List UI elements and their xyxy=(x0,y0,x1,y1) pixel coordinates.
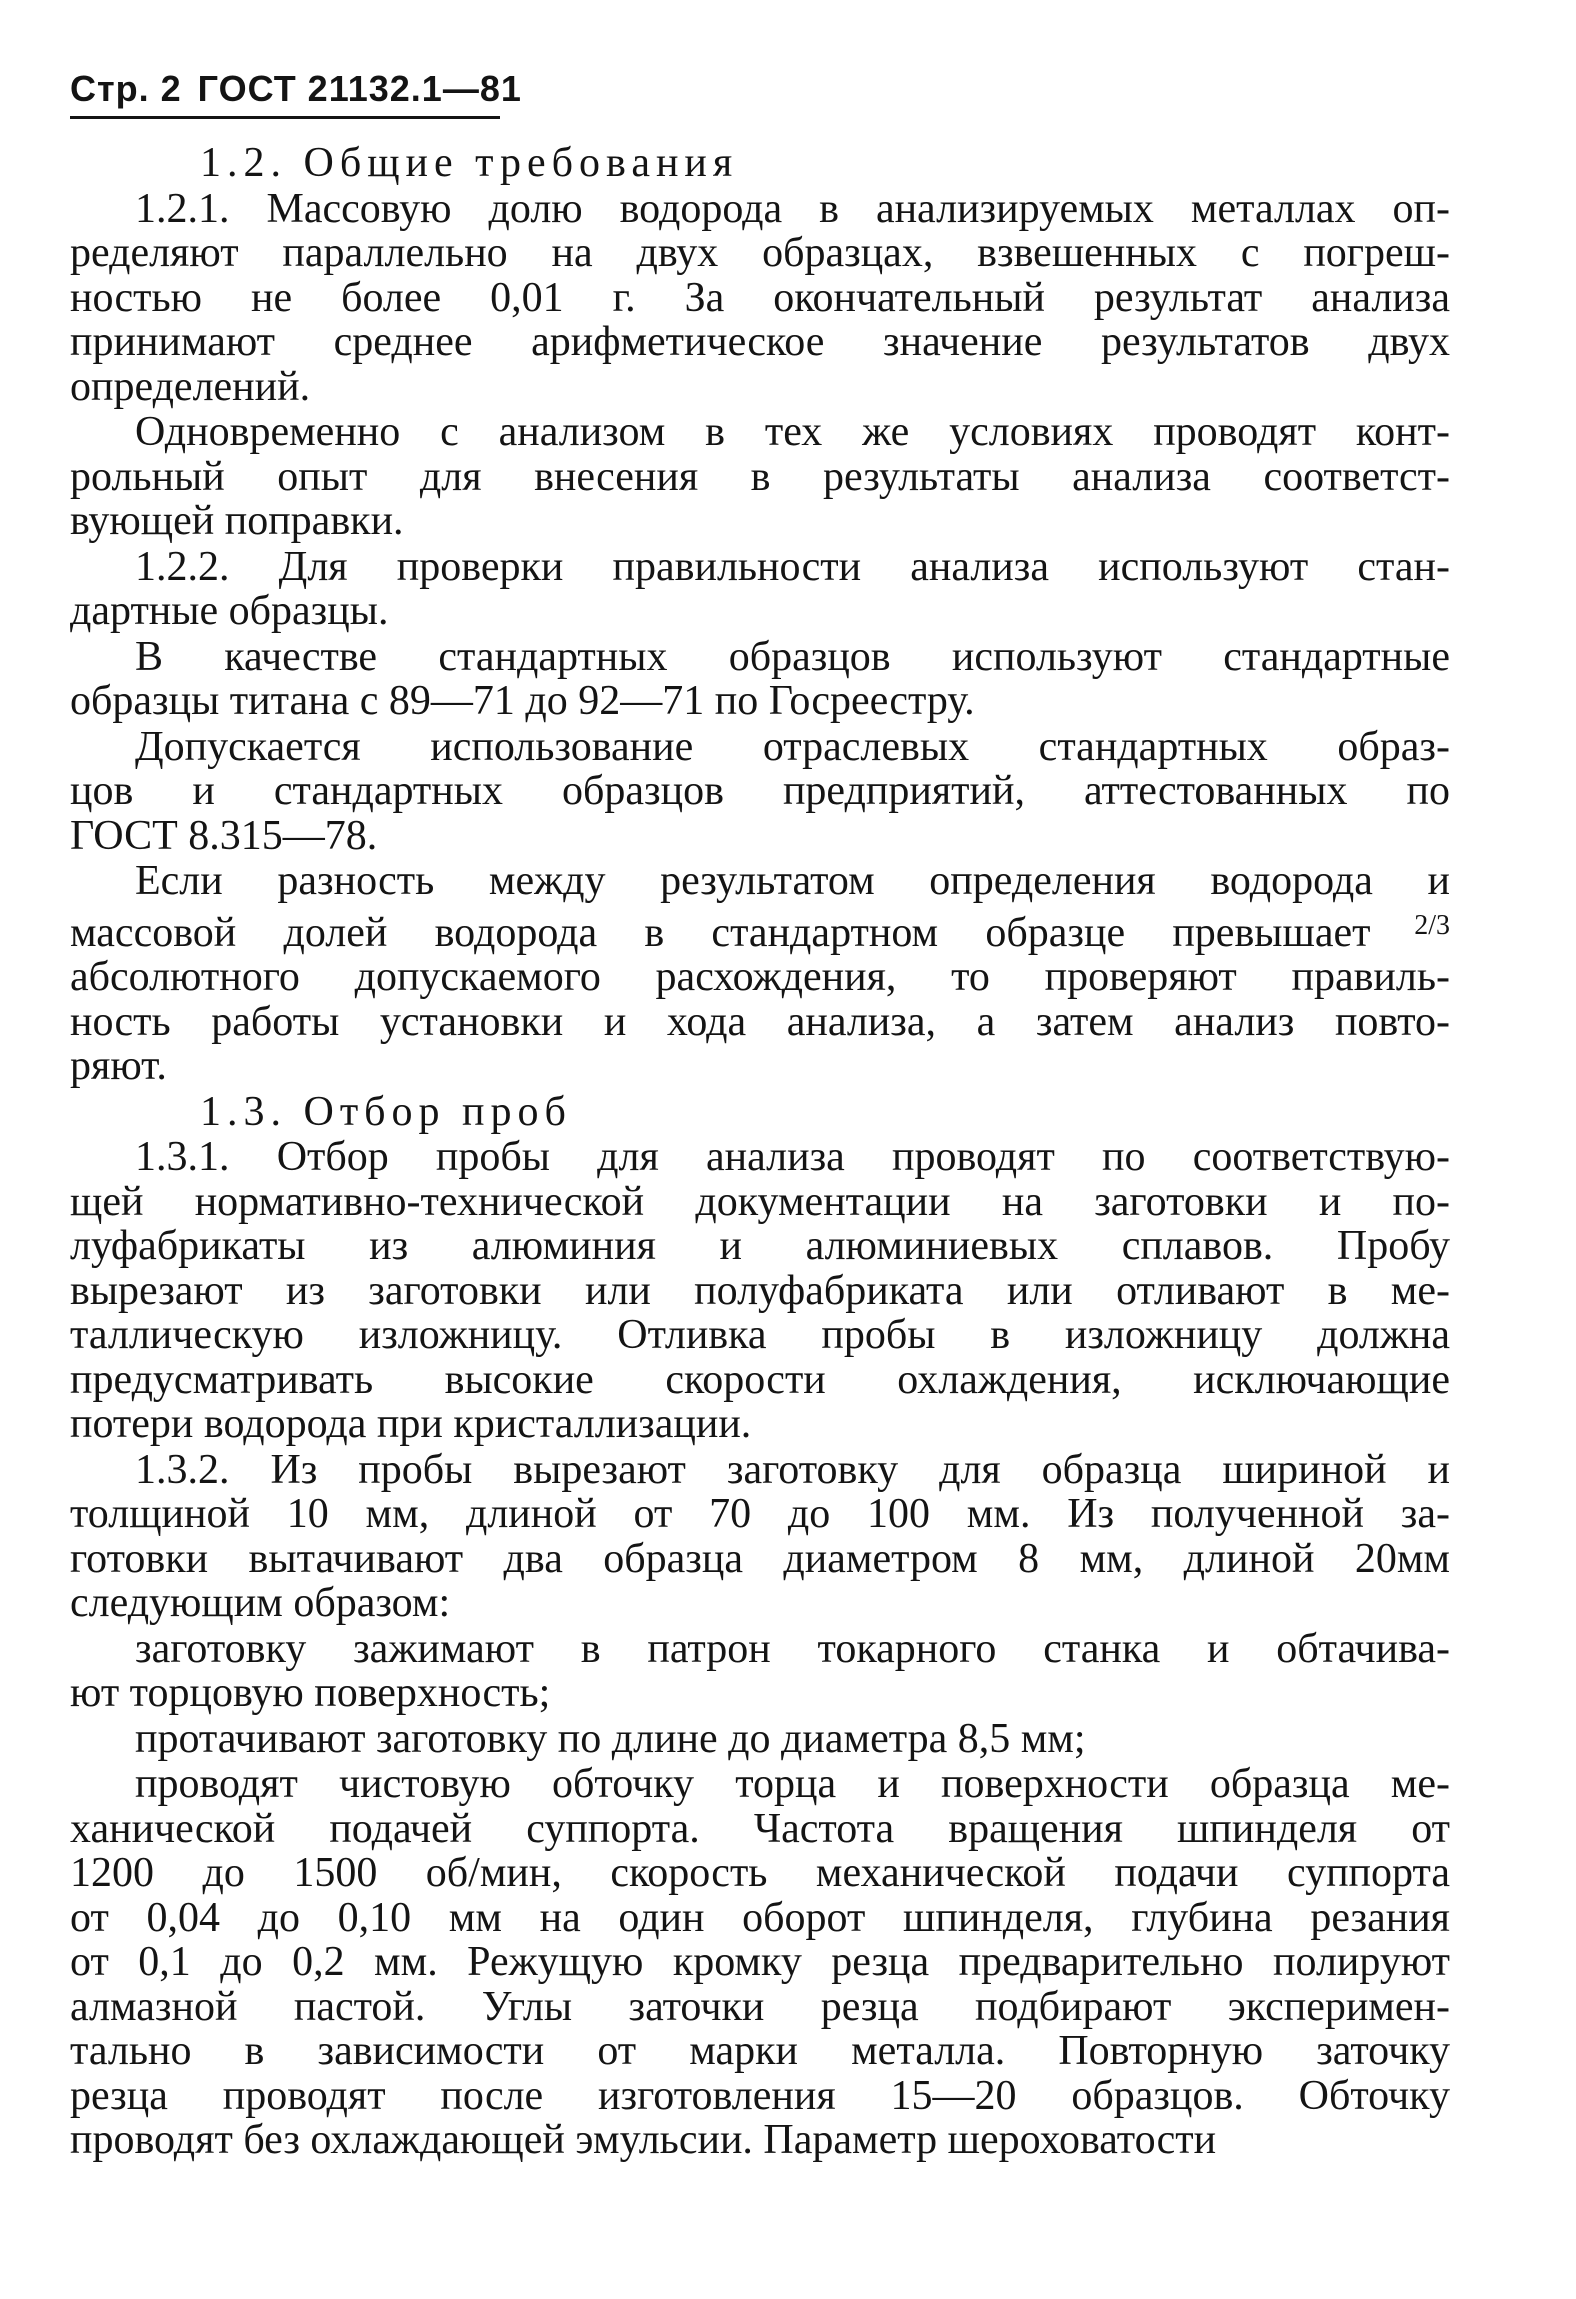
page-number: Стр. 2 xyxy=(70,68,182,109)
text-line: 1.3.2. Из пробы вырезают заготовку для образца шириной и xyxy=(135,1446,1450,1493)
text-line: Допускается использование отраслевых стандартных образ- xyxy=(135,723,1450,770)
text-line: ность работы установки и хода анализа, а затем анализ повто- xyxy=(70,998,1450,1045)
text-line: цов и стандартных образцов предприятий, аттестованных по xyxy=(70,768,1450,814)
text-line: резца проводят после изготовления 15—20 образцов. Обточку xyxy=(70,2072,1450,2119)
text-line: таллическую изложницу. Отливка пробы в изложницу должна xyxy=(70,1312,1450,1358)
header-rule xyxy=(70,116,500,119)
text-line: от 0,04 до 0,10 мм на один оборот шпинделя, глубина резания xyxy=(70,1894,1450,1941)
text-line: протачивают заготовку по длине до диаметра 8,5 мм; xyxy=(135,1715,1086,1762)
text-line: заготовку зажимают в патрон токарного станка и обтачива- xyxy=(135,1625,1450,1672)
text-line: от 0,1 до 0,2 мм. Режущую кромку резца предварительно полируют xyxy=(70,1939,1450,1985)
text-line: готовки вытачивают два образца диаметром 8 мм, длиной 20мм xyxy=(70,1535,1450,1582)
paragraph-step-turn xyxy=(70,1717,1450,1762)
text-line: определений. xyxy=(70,363,311,410)
standard-code: ГОСТ 21132.1—81 xyxy=(197,68,522,109)
text-line: следующим образом: xyxy=(70,1580,451,1626)
paragraph-1-3-2 xyxy=(70,1448,1450,1626)
text-line: ханической подачей суппорта. Частота вращения шпинделя от xyxy=(70,1805,1450,1852)
text-line: абсолютного допускаемого расхождения, то проверяют правиль- xyxy=(70,954,1450,1000)
paragraph-allowed-samples xyxy=(70,725,1450,859)
text-line: образцы титана с 89—71 до 92—71 по Госреестру. xyxy=(70,678,975,724)
paragraph-step-clamp xyxy=(70,1627,1450,1716)
text-line: 1.2.1. Массовую долю водорода в анализируемых металлах оп- xyxy=(135,185,1450,232)
text-line: 1.3.1. Отбор пробы для анализа проводят по соответствую- xyxy=(135,1134,1450,1180)
text-line: ГОСТ 8.315—78. xyxy=(70,812,378,859)
text-line: вырезают из заготовки или полуфабриката или отливают в ме- xyxy=(70,1267,1450,1314)
text-line: 1200 до 1500 об/мин, скорость механической подачи суппорта xyxy=(70,1850,1450,1896)
text-line: 1.2.2. Для проверки правильности анализа используют стан- xyxy=(135,543,1450,590)
text-line: ряют. xyxy=(70,1043,167,1089)
text-line: луфабрикаты из алюминия и алюминиевых сплавов. Пробу xyxy=(70,1223,1450,1269)
text-line: щей нормативно-технической документации на заготовки и по- xyxy=(70,1178,1450,1225)
text-line: ределяют параллельно на двух образцах, взвешенных с погреш- xyxy=(70,230,1450,276)
paragraph-difference xyxy=(70,859,1450,1089)
text-line: дартные образцы. xyxy=(70,588,389,634)
paragraph-1-2-1 xyxy=(70,187,1450,410)
document-page xyxy=(70,68,1450,2164)
text-line: предусматривать высокие скорости охлаждения, исключающие xyxy=(70,1356,1450,1403)
paragraph-standard-samples xyxy=(70,635,1450,724)
text-line: массовой долей водорода в стандартном образце превышает $^{2/3}$ xyxy=(70,909,1451,956)
text-line: ностью не более 0,01 г. За окончательный результат анализа xyxy=(70,274,1450,321)
text-line: вующей поправки. xyxy=(70,498,404,544)
text-line: Если разность между результатом определения водорода и xyxy=(135,858,1450,904)
text-line: рольный опыт для внесения в результаты анализа соответст- xyxy=(70,453,1450,500)
section-heading-1-2: 1.2. Общие требования xyxy=(200,140,739,186)
document-body xyxy=(70,141,1450,2163)
text-line: тально в зависимости от марки металла. Повторную заточку xyxy=(70,2028,1450,2074)
text-line: ют торцовую поверхность; xyxy=(70,1670,551,1716)
page-header xyxy=(70,68,522,116)
text-line: толщиной 10 мм, длиной от 70 до 100 мм. Из полученной за- xyxy=(70,1491,1450,1537)
section-heading-1-3: 1.3. Отбор проб xyxy=(200,1088,572,1135)
paragraph-1-2-2 xyxy=(70,545,1450,634)
paragraph-1-3-1 xyxy=(70,1135,1450,1447)
text-line: принимают среднее арифметическое значение результатов двух xyxy=(70,319,1450,365)
text-line: проводят чистовую обточку торца и поверхности образца ме- xyxy=(135,1761,1450,1807)
text-line: алмазной пастой. Углы заточки резца подбирают эксперимен- xyxy=(70,1983,1450,2030)
text-line: В качестве стандартных образцов используют стандартные xyxy=(135,633,1450,680)
fraction-two-thirds: 2/3 xyxy=(1370,909,1451,941)
text-line: потери водорода при кристаллизации. xyxy=(70,1401,752,1447)
paragraph-step-finish xyxy=(70,1762,1450,2163)
text-line: проводят без охлаждающей эмульсии. Параметр шероховатости xyxy=(70,2117,1217,2163)
text-line: Одновременно с анализом в тех же условиях проводят конт- xyxy=(135,409,1450,455)
paragraph-control-test xyxy=(70,410,1450,544)
